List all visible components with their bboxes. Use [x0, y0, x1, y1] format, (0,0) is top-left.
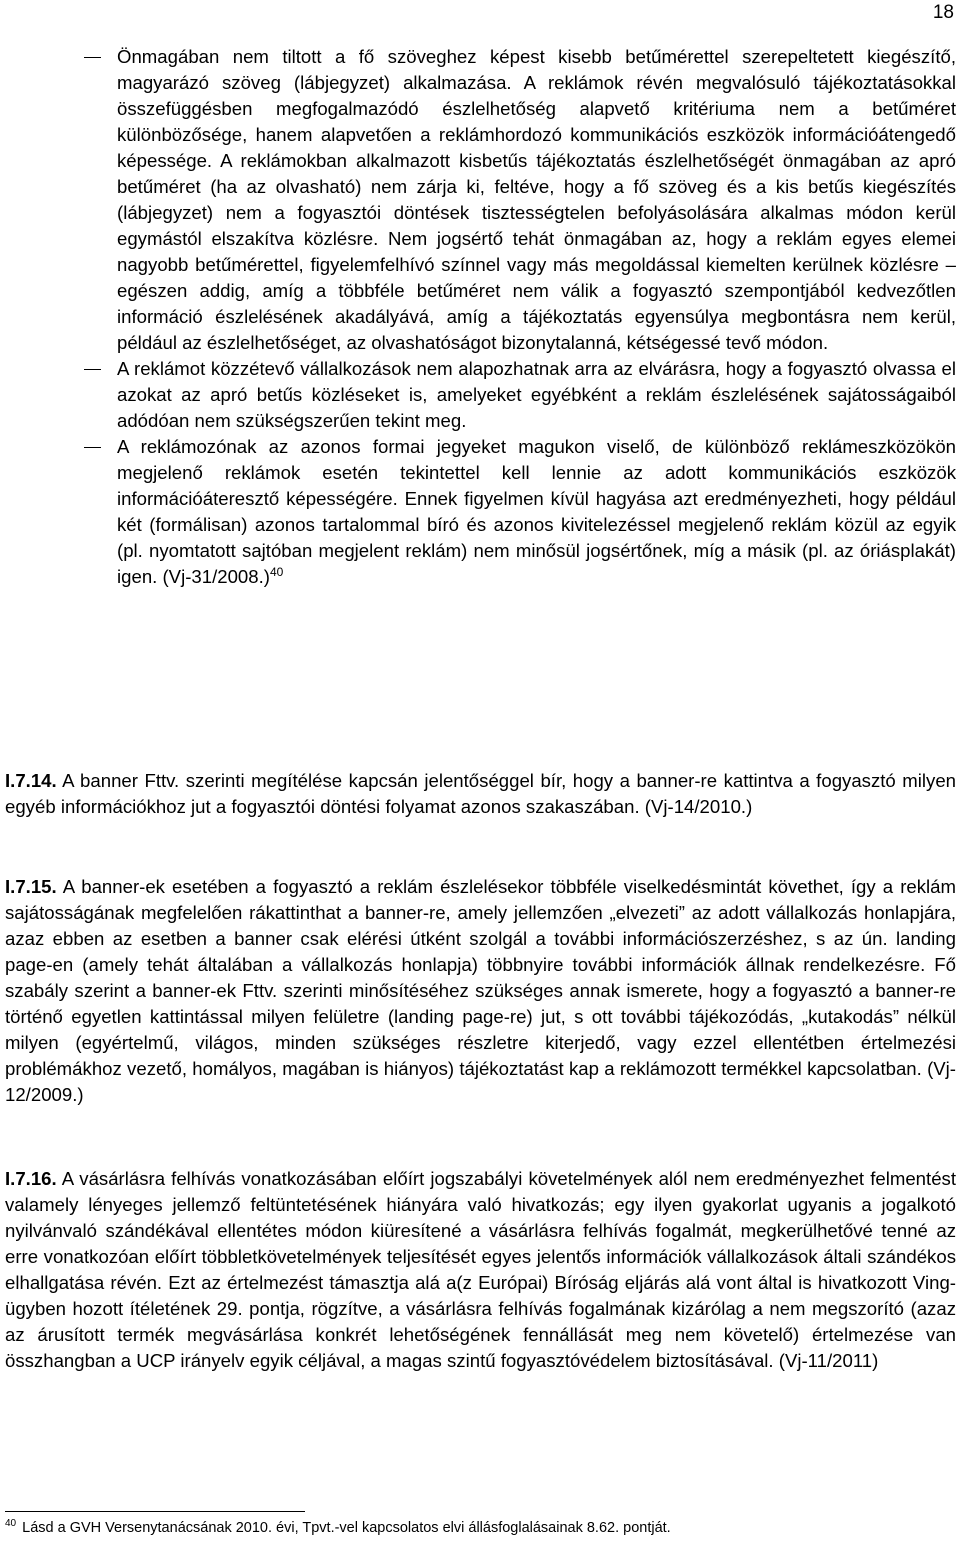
paragraph-number: I.7.16.: [5, 1168, 57, 1189]
dash-bullet-icon: [84, 57, 101, 58]
bullet-text: A reklámot közzétevő vállalkozások nem alapozhatnak arra az elvárásra, hogy a fogyasztó olvassa el azokat az apró betűs közléseket is, amelyeket egyébként a reklám észlelésének sajátosságaiból adódóan nem szükségszerűen tekint meg.: [117, 358, 956, 431]
paragraph-number: I.7.14.: [5, 770, 57, 791]
dash-bullet-icon: [84, 369, 101, 370]
paragraph-i-7-16: [5, 1166, 956, 1374]
bullet-item: [0, 44, 960, 356]
bullet-list: [0, 44, 960, 590]
footnote-reference[interactable]: 40: [269, 565, 284, 579]
paragraph-i-7-14: [5, 768, 956, 820]
bullet-text: A reklámozónak az azonos formai jegyeket magukon viselő, de különböző reklámeszközökön megjelenő reklámok esetén tekintettel kell lennie az adott kommunikációs eszközök információáteresztő képességére. Ennek figyelmen kívül hagyása azt eredményezheti, hogy például két (formálisan) azonos tartalommal bíró és azonos kivitelezéssel megjelenő reklám közül az egyik (pl. nyomtatott sajtóban megjelent reklám) nem minősül jogsértőnek, míg a másik (pl. az óriásplakát) igen. (Vj-31/2008.): [117, 436, 956, 587]
paragraph-i-7-15: [5, 874, 956, 1108]
footnote-divider: [5, 1511, 305, 1512]
paragraph-text: A banner-ek esetében a fogyasztó a reklám észlelésekor többféle viselkedésmintát követhet, így a reklám sajátosságának megfelelően rákattinthat a banner-re, amely jellemzően „elvezeti” az adott vállalkozás honlapjára, azaz ebben az esetben a banner csak elérési útként szolgál a további információszerzéshez, s az ún. landing page-en (amely tehát általában a vállalkozás honlapja) többnyire további információk állnak rendelkezésre. Fő szabály szerint a banner-ek Fttv. szerinti minősítéséhez szükséges annak ismerete, hogy a fogyasztó a banner-re történő egyetlen kattintással milyen felületre (landing page-re) jut, s ott további tájékozódás, „kutakodás” nélkül milyen (egyértelmű, világos, minden szükséges részletre kiterjedő, vagy ezzel ellentétben értelmezési problémákhoz vezető, homályos, magában is hiányos) tájékoztatást kap a reklámozott termékkel kapcsolatban. (Vj-12/2009.): [5, 876, 956, 1105]
paragraph-text: A vásárlásra felhívás vonatkozásában előírt jogszabályi követelmények alól nem eredményezhet felmentést valamely lényeges jellemző feltüntetésének hiányára való hivatkozás; egy ilyen gyakorlat ugyanis a jogalkotó nyilvánvaló szándékával ellentétes módon kiüresítené a vásárlásra felhívás fogalmát, megkerülhetővé tenné az erre vonatkozóan előírt többletkövetelmények teljesítését egyes jelentős információk vállalkozások általi szándékos elhallgatása révén. Ezt az értelmezést támasztja alá a(z Európai) Bíróság eljárás alá vont által is hivatkozott Ving-ügyben hozott ítéletének 29. pontja, rögzítve, a vásárlásra felhívás fogalmának kizárólag a nem megszorító (azaz az árusított termék megvásárlása konkrét lehetőségének fennállását meg nem követelő) értelmezése van összhangban a UCP irányelv egyik céljával, a magas szintű fogyasztóvédelem biztosításával. (Vj-11/2011): [5, 1168, 956, 1371]
dash-bullet-icon: [84, 447, 101, 448]
bullet-text: Önmagában nem tiltott a fő szöveghez képest kisebb betűmérettel szerepeltetett kiegészítő, magyarázó szöveg (lábjegyzet) alkalmazása. A reklámok révén megvalósuló tájékoztatásokkal összefüggésben megfogalmazódó észlelhetőség alapvető kritériuma nem a betűméret különbözősége, hanem alapvetően a reklámhordozó kommunikációs eszközök információátengedő képessége. A reklámokban alkalmazott kisbetűs tájékoztatás észlelhetőségét önmagában az apró betűméret (ha az olvasható) nem zárja ki, feltéve, hogy a fő szöveg és a kis betűs kiegészítés (lábjegyzet) nem a fogyasztói döntések tisztességtelen befolyásolására alkalmas módon kerül egymástól elszakítva közlésre. Nem jogsértő tehát önmagában az, hogy a reklám egyes elemei nagyobb betűmérettel, figyelemfelhívó színnel vagy más megoldással kiemelten kerülnek közlésre – egészen addig, amíg a többféle betűméret nem válik a fogyasztó szempontjából kedvezőtlen információ észlelésének akadályává, amíg a tájékoztatás egyensúlya megbontásra nem kerül, például az észlelhetőséget, az olvashatóságot bizonytalanná, kétségessé tevő módon.: [117, 46, 956, 353]
paragraph-number: I.7.15.: [5, 876, 57, 897]
page-number: 18: [932, 2, 954, 23]
paragraph-text: A banner Fttv. szerinti megítélése kapcsán jelentőséggel bír, hogy a banner-re kattintva a fogyasztó milyen egyéb információkhoz jut a fogyasztói döntési folyamat azonos szakaszában. (Vj-14/2010.): [5, 770, 957, 817]
bullet-item: [0, 434, 960, 590]
footnote-text: Lásd a GVH Versenytanácsának 2010. évi, Tpvt.-vel kapcsolatos elvi állásfoglalásainak 8.62. pontját.: [22, 1520, 671, 1536]
footnote-mark: 40: [5, 1518, 17, 1529]
footnote: [5, 1518, 956, 1538]
bullet-item: [0, 356, 960, 434]
